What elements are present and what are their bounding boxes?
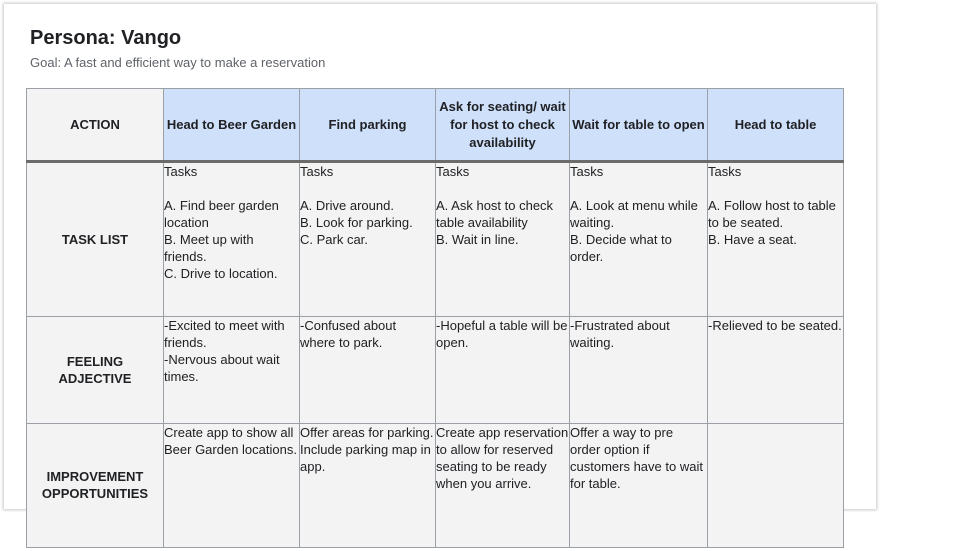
improvement-cell: Create app to show all Beer Garden locations. xyxy=(164,423,300,547)
task-cell: Tasks A. Drive around. B. Look for parking. C. Park car. xyxy=(300,162,436,317)
row-label-improvement-opportunities: IMPROVEMENT OPPORTUNITIES xyxy=(27,423,164,547)
persona-goal: Goal: A fast and efficient way to make a reservation xyxy=(30,55,326,70)
improvement-cell: Create app reservation to allow for reserved seating to be ready when you arrive. xyxy=(436,423,570,547)
stage-ask-for-seating: Ask for seating/ wait for host to check availability xyxy=(436,89,570,162)
feeling-row xyxy=(27,317,844,423)
feeling-cell: -Frustrated about waiting. xyxy=(570,317,708,423)
persona-title: Persona: Vango xyxy=(30,27,182,49)
stage-head-to-table: Head to table xyxy=(708,89,844,162)
stage-wait-for-table: Wait for table to open xyxy=(570,89,708,162)
feeling-cell: -Hopeful a table will be open. xyxy=(436,317,570,423)
feeling-cell: -Confused about where to park. xyxy=(300,317,436,423)
improvement-cell: Offer areas for parking. Include parking map in app. xyxy=(300,423,436,547)
task-cell: Tasks A. Ask host to check table availability B. Wait in line. xyxy=(436,162,570,317)
stage-find-parking: Find parking xyxy=(300,89,436,162)
task-cell: Tasks A. Follow host to table to be seated. B. Have a seat. xyxy=(708,162,844,317)
action-header: ACTION xyxy=(27,89,164,162)
stage-head-to-beer-garden: Head to Beer Garden xyxy=(164,89,300,162)
improvement-cell xyxy=(708,423,844,547)
journey-map-table xyxy=(26,88,844,548)
header-row xyxy=(27,89,844,162)
row-label-feeling-adjective: FEELING ADJECTIVE xyxy=(27,317,164,423)
task-cell: Tasks A. Find beer garden location B. Meet up with friends. C. Drive to location. xyxy=(164,162,300,317)
improvement-cell: Offer a way to pre order option if customers have to wait for table. xyxy=(570,423,708,547)
feeling-cell: -Relieved to be seated. xyxy=(708,317,844,423)
task-cell: Tasks A. Look at menu while waiting. B. Decide what to order. xyxy=(570,162,708,317)
row-label-task-list: TASK LIST xyxy=(27,162,164,317)
background-gray-area xyxy=(876,0,980,551)
improvement-row xyxy=(27,423,844,547)
feeling-cell: -Excited to meet with friends. -Nervous about wait times. xyxy=(164,317,300,423)
task-list-row xyxy=(27,162,844,317)
